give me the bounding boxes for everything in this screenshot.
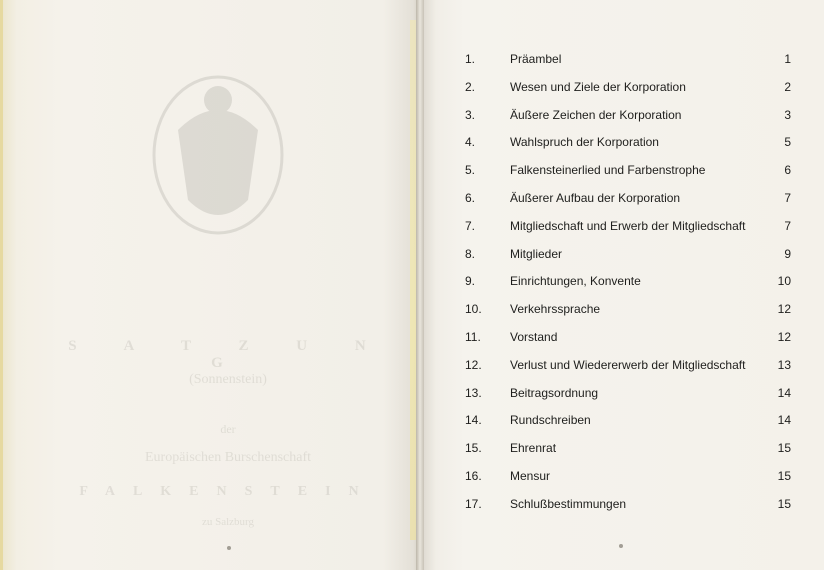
ghost-der: der (220, 422, 236, 436)
toc-entry-number: 10. (465, 302, 482, 317)
ghost-subtitle: (Sonnenstein) (189, 372, 267, 387)
toc-entry (440, 102, 800, 130)
toc-entry-title: Beitragsordnung (510, 385, 599, 400)
toc-entry (440, 324, 800, 352)
toc-entry-number: 7. (465, 218, 476, 233)
toc-entry-page: 5 (784, 135, 791, 150)
toc-entry (440, 407, 800, 435)
toc-entry (440, 380, 800, 408)
toc-entry-number: 15. (465, 441, 482, 456)
toc-entry-number: 6. (465, 190, 476, 205)
toc-entry-page: 3 (784, 107, 791, 122)
toc-entry-title: Rundschreiben (510, 413, 591, 428)
toc-entry-title: Wesen und Ziele der Korporation (510, 79, 686, 94)
toc-entry-title: Äußerer Aufbau der Korporation (510, 190, 681, 205)
toc-entry-title: Äußere Zeichen der Korporation (510, 107, 682, 122)
toc-entry (440, 157, 800, 185)
toc-entry (440, 213, 800, 241)
toc-entry-number: 1. (465, 52, 476, 66)
toc-entry-title: Vorstand (510, 329, 558, 344)
toc-entry-number: 8. (465, 246, 476, 261)
toc-entry-number: 17. (465, 496, 482, 511)
toc-entry-number: 14. (465, 413, 482, 428)
toc-entry-number: 4. (465, 135, 476, 150)
toc-entry (440, 46, 800, 74)
toc-entry-number: 5. (465, 163, 476, 178)
toc-entry-title: Mitglieder (510, 246, 563, 261)
toc-entry-page: 14 (777, 413, 791, 428)
toc-entry-page: 12 (777, 302, 791, 317)
toc-entry-page: 14 (777, 385, 791, 400)
toc-entry-number: 12. (465, 357, 482, 372)
toc-entry-page: 7 (784, 218, 791, 233)
ghost-korporation: Europäischen Burschenschaft (145, 450, 311, 465)
ghost-title: S A T Z U N G (68, 338, 388, 371)
toc-entry (440, 296, 800, 324)
toc-entry (440, 268, 800, 296)
toc-entry (440, 463, 800, 491)
toc-entry-number: 16. (465, 468, 482, 483)
toc-entry-page: 7 (784, 190, 791, 205)
toc-entry-page: 12 (777, 329, 791, 344)
toc-entry (440, 241, 800, 269)
toc-entry-page: 15 (777, 496, 791, 511)
toc-entry (440, 435, 800, 463)
toc-entry-title: Verlust und Wiedererwerb der Mitgliedschaft (510, 357, 746, 372)
toc-entry-title: Verkehrssprache (510, 302, 601, 317)
toc-entry-number: 13. (465, 385, 482, 400)
toc-entry-number: 9. (465, 274, 476, 289)
book-spine (416, 0, 424, 570)
toc-entry (440, 491, 800, 519)
toc-entry-page: 2 (784, 79, 791, 94)
toc-entry-number: 11. (465, 329, 481, 344)
toc-entry-title: Mensur (510, 468, 551, 483)
staple-dot (619, 544, 623, 548)
ghost-name: FALKENSTEIN (79, 484, 377, 499)
toc-entry-title: Falkensteinerlied und Farbenstrophe (510, 163, 706, 178)
toc-entry-title: Ehrenrat (510, 441, 557, 456)
toc-entry-title: Präambel (510, 52, 562, 66)
toc-entry-number: 3. (465, 107, 476, 122)
toc-entry-title: Einrichtungen, Konvente (510, 274, 641, 289)
toc-entry-title: Mitgliedschaft und Erwerb der Mitgliedschaft (510, 218, 746, 233)
toc-entry-title: Schlußbestimmungen (510, 496, 627, 511)
toc-entry-page: 13 (777, 357, 791, 372)
table-of-contents (440, 46, 800, 519)
toc-entry-page: 15 (777, 468, 791, 483)
toc-entry-page: 15 (777, 441, 791, 456)
toc-entry-number: 2. (465, 79, 476, 94)
toc-entry-page: 6 (784, 163, 791, 178)
toc-entry-page: 1 (784, 52, 791, 66)
staple-dot (227, 546, 231, 550)
toc-entry (440, 129, 800, 157)
ghost-place: zu Salzburg (201, 516, 255, 528)
toc-entry-page: 9 (784, 246, 791, 261)
toc-entry (440, 352, 800, 380)
toc-entry (440, 74, 800, 102)
toc-entry-title: Wahlspruch der Korporation (510, 135, 659, 150)
toc-entry (440, 185, 800, 213)
crest-icon (148, 70, 288, 240)
toc-entry-page: 10 (777, 274, 791, 289)
